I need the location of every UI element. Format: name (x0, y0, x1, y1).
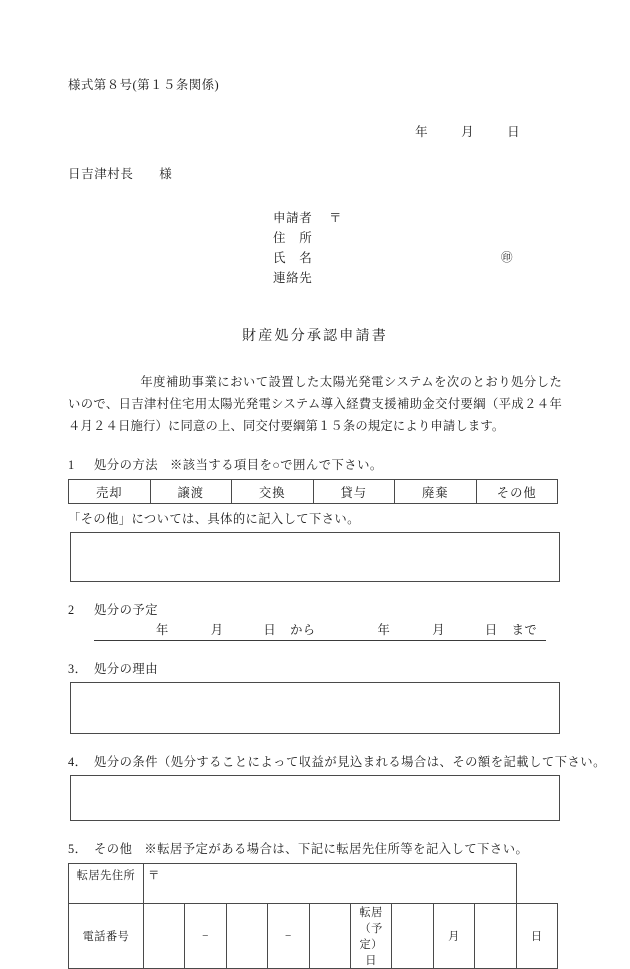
applicant-name-label: 氏 名 (273, 251, 313, 265)
move-date-label: 転居（予定）日 (350, 904, 391, 969)
option-cell-sale[interactable]: 売却 (69, 480, 151, 504)
section-2-number: 2 (68, 603, 75, 617)
form-number: 様式第８号(第１５条関係) (68, 78, 220, 92)
postal-mark-icon: 〒 (329, 211, 343, 225)
postal-mark-icon: 〒 (148, 870, 160, 882)
section-1-heading (68, 455, 562, 473)
section-4 (68, 752, 606, 821)
applicant-row (273, 208, 562, 228)
section-3-heading (68, 659, 562, 677)
telephone-dash-2: − (268, 904, 309, 969)
paragraph-text: 年度補助事業において設置した太陽光発電システムを次のとおり処分したいので、日吉津村住宅用太陽光発電システム導入経費支援補助金交付要綱（平成２４年４月２４日施行）に同意の上、同交付要綱第１５条の規定により申請します。 (68, 375, 562, 433)
section-5-number: 5． (68, 842, 88, 856)
move-day-unit: 日 (516, 904, 557, 969)
section-3-number: 3． (68, 662, 88, 676)
option-cell-transfer[interactable]: 譲渡 (150, 480, 232, 504)
period-to-day: 日 (484, 623, 498, 637)
section-2 (68, 600, 562, 641)
disposal-condition-input[interactable] (70, 775, 560, 821)
other-detail-input[interactable] (70, 532, 560, 582)
applicant-address-label: 住 所 (273, 231, 313, 245)
period-from-year: 年 (156, 623, 169, 637)
section-1-note: ※該当する項目を○で囲んで下さい。 (170, 458, 383, 472)
intro-paragraph (68, 371, 562, 437)
disposal-method-table (68, 479, 558, 504)
period-to-month: 月 (432, 623, 445, 637)
section-1-other-instruction: 「その他」については、具体的に記入して下さい。 (68, 512, 360, 526)
period-from-month: 月 (210, 623, 224, 637)
seal-icon: ㊞ (501, 252, 514, 264)
move-month-input[interactable] (392, 904, 433, 969)
applicant-block (68, 208, 562, 288)
section-5-heading (68, 839, 562, 857)
section-4-heading (68, 752, 606, 770)
telephone-part-3-input[interactable] (309, 904, 350, 969)
applicant-contact-row (273, 268, 562, 288)
addressee (68, 164, 562, 182)
applicant-label: 申請者 (273, 211, 313, 225)
page-title: 財産処分承認申請書 (242, 329, 388, 344)
disposal-reason-input[interactable] (70, 682, 560, 734)
section-5 (68, 839, 562, 969)
relocation-address-input[interactable] (144, 864, 517, 904)
applicant-contact-label: 連絡先 (273, 271, 313, 285)
section-2-title: 処分の予定 (94, 603, 158, 617)
section-1-number: 1 (68, 458, 75, 472)
telephone-label: 電話番号 (69, 904, 144, 969)
relocation-address-label: 転居先住所 (69, 864, 144, 904)
addressee-name: 日吉津村長 (68, 167, 134, 181)
date-day: 日 (507, 125, 520, 139)
date-month: 月 (461, 125, 475, 139)
applicant-address-row (273, 228, 562, 248)
table-row (69, 864, 558, 904)
section-3-title: 処分の理由 (94, 662, 158, 676)
option-cell-other[interactable]: その他 (476, 480, 558, 504)
addressee-honorific: 様 (159, 167, 173, 181)
section-4-number: 4． (68, 755, 88, 769)
date-line (68, 122, 562, 140)
disposal-period-line[interactable] (94, 620, 546, 641)
relocation-table (68, 863, 558, 969)
section-5-note: ※転居予定がある場合は、下記に転居先住所等を記入して下さい。 (144, 842, 529, 856)
section-3 (68, 659, 562, 734)
date-year: 年 (415, 125, 429, 139)
table-row (69, 904, 558, 969)
option-cell-disposal[interactable]: 廃棄 (395, 480, 477, 504)
telephone-dash-1: − (185, 904, 226, 969)
option-cell-exchange[interactable]: 交換 (232, 480, 314, 504)
period-from-day: 日 (263, 623, 277, 637)
document-body (68, 78, 606, 969)
applicant-name-row (273, 248, 562, 268)
period-from-word: から (290, 623, 316, 637)
option-cell-lending[interactable]: 貸与 (313, 480, 395, 504)
telephone-part-2-input[interactable] (226, 904, 267, 969)
section-1 (68, 455, 562, 582)
period-to-word: まで (511, 623, 538, 637)
section-5-title: その他 (94, 842, 133, 856)
section-4-title: 処分の条件（処分することによって収益が見込まれる場合は、その額を記載して下さい。 (94, 755, 606, 769)
period-to-year: 年 (377, 623, 391, 637)
move-month-unit: 月 (433, 904, 474, 969)
section-1-title: 処分の方法 (94, 458, 158, 472)
table-row (69, 480, 558, 504)
move-day-input[interactable] (475, 904, 516, 969)
telephone-part-1-input[interactable] (144, 904, 185, 969)
section-2-heading (68, 600, 562, 618)
